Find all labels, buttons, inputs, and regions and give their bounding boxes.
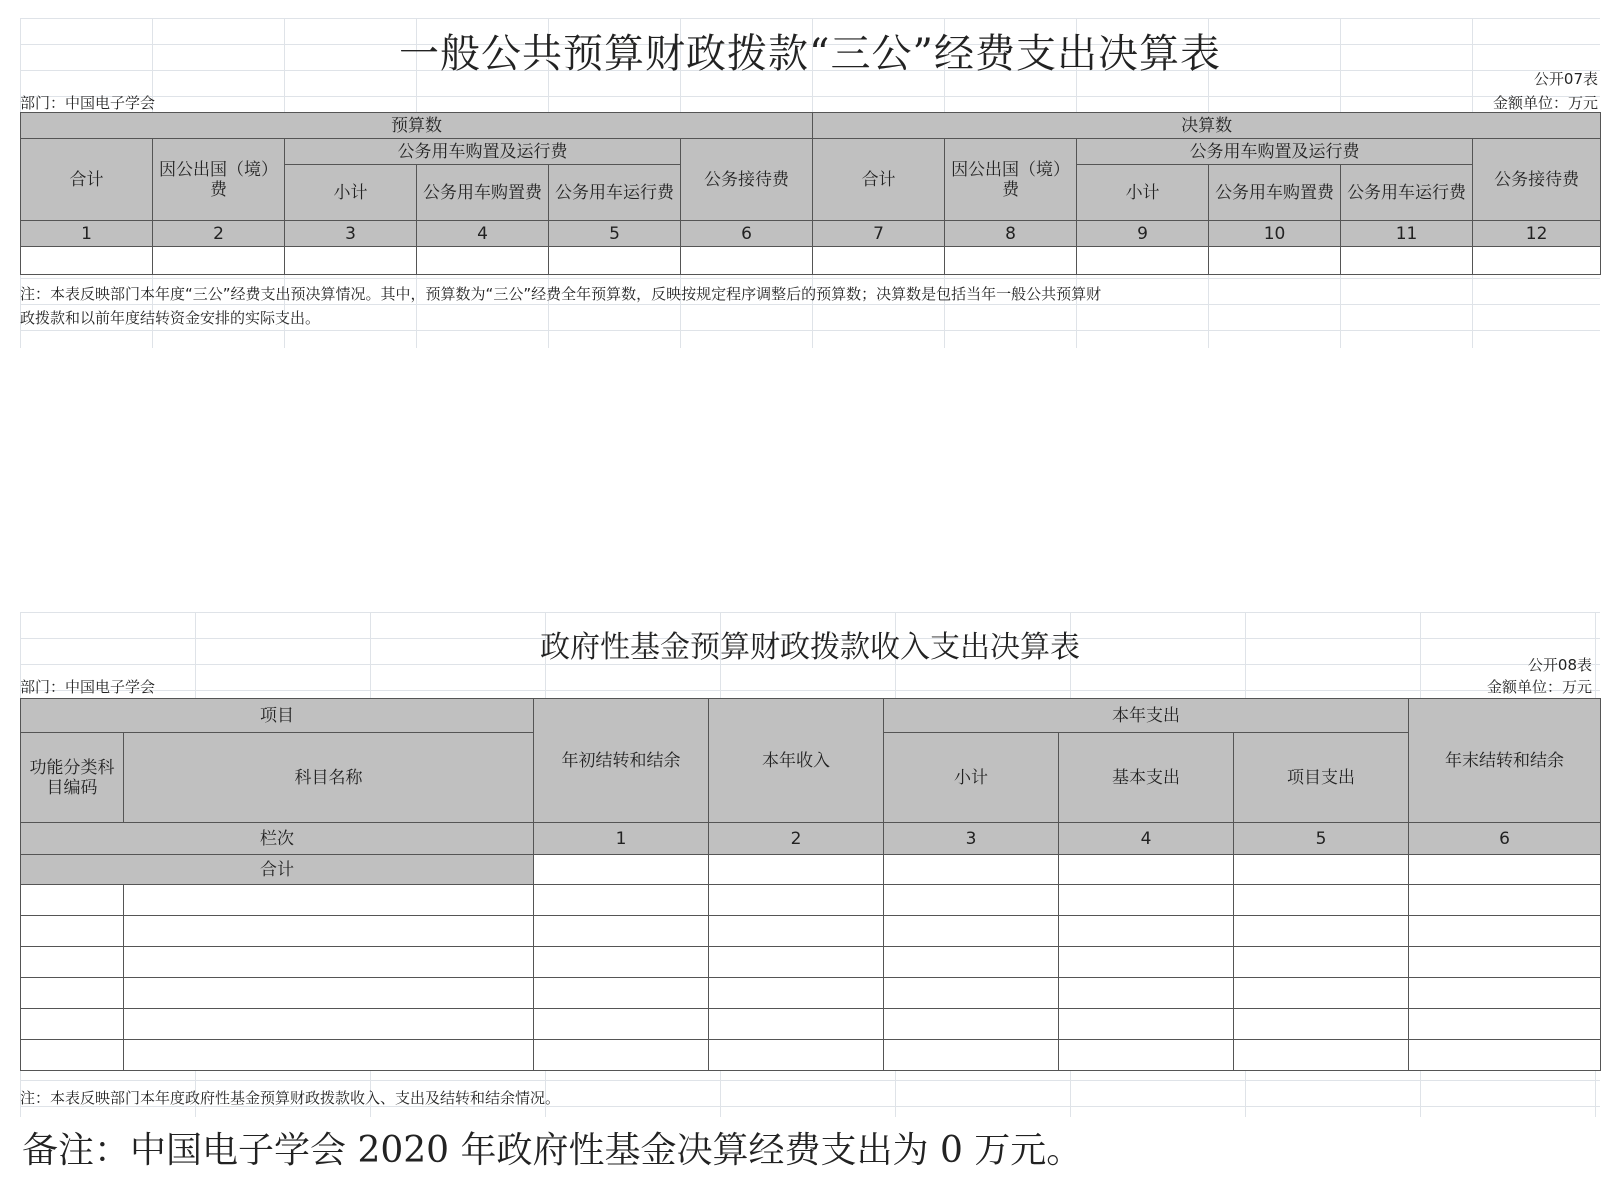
column-number-cell: 5 xyxy=(549,221,681,247)
data-cell[interactable] xyxy=(1059,1009,1234,1040)
column-number-cell: 1 xyxy=(21,221,153,247)
data-cell[interactable] xyxy=(709,947,884,978)
table08-unit: 金额单位：万元 xyxy=(1486,678,1592,696)
column-number-cell: 6 xyxy=(681,221,813,247)
data-cell[interactable] xyxy=(1059,1040,1234,1071)
data-cell[interactable] xyxy=(884,916,1059,947)
column-number-cell: 1 xyxy=(534,823,709,855)
closing-balance-header: 年末结转和结余 xyxy=(1409,699,1601,823)
final-vehicle-operation-header: 公务用车运行费 xyxy=(1341,165,1473,221)
column-number-cell: 10 xyxy=(1209,221,1341,247)
code-column-header: 功能分类科目编码 xyxy=(21,733,124,823)
row-index-label: 栏次 xyxy=(21,823,534,855)
table-row xyxy=(21,1040,1601,1071)
column-number-cell: 6 xyxy=(1409,823,1601,855)
data-cell[interactable] xyxy=(884,1009,1059,1040)
data-cell[interactable] xyxy=(884,947,1059,978)
data-cell[interactable] xyxy=(884,885,1059,916)
table08-department: 部门：中国电子学会 xyxy=(20,678,156,696)
data-cell[interactable] xyxy=(1409,855,1601,885)
table-row xyxy=(21,978,1601,1009)
data-cell[interactable] xyxy=(709,978,884,1009)
data-cell[interactable] xyxy=(1234,885,1409,916)
data-cell[interactable] xyxy=(1234,947,1409,978)
budget-group-header: 预算数 xyxy=(21,113,813,139)
expense-subtotal-header: 小计 xyxy=(884,733,1059,823)
final-total-header: 合计 xyxy=(813,139,945,221)
table-row xyxy=(21,885,1601,916)
data-cell[interactable] xyxy=(1409,978,1601,1009)
budget-vehicle-purchase-header: 公务用车购置费 xyxy=(417,165,549,221)
data-cell[interactable] xyxy=(709,1009,884,1040)
data-cell[interactable] xyxy=(534,855,709,885)
data-cell[interactable] xyxy=(709,855,884,885)
expense-group-header: 本年支出 xyxy=(884,699,1409,733)
data-cell[interactable] xyxy=(1409,1040,1601,1071)
data-cell[interactable] xyxy=(1409,916,1601,947)
column-number-cell: 2 xyxy=(153,221,285,247)
name-column-header: 科目名称 xyxy=(124,733,534,823)
budget-vehicle-group-header: 公务用车购置及运行费 xyxy=(285,139,681,165)
data-cell[interactable] xyxy=(1209,247,1341,275)
data-cell[interactable] xyxy=(21,1040,124,1071)
data-cell[interactable] xyxy=(21,978,124,1009)
budget-abroad-header: 因公出国（境）费 xyxy=(153,139,285,221)
data-cell[interactable] xyxy=(124,885,534,916)
table-row xyxy=(21,947,1601,978)
data-cell[interactable] xyxy=(1409,1009,1601,1040)
column-number-cell: 8 xyxy=(945,221,1077,247)
column-number-cell: 4 xyxy=(1059,823,1234,855)
data-cell[interactable] xyxy=(1234,1009,1409,1040)
table08-code: 公开08表 xyxy=(1527,656,1592,674)
data-cell[interactable] xyxy=(884,1040,1059,1071)
data-cell[interactable] xyxy=(534,916,709,947)
table-row xyxy=(21,247,1601,275)
table07-department: 部门：中国电子学会 xyxy=(20,94,156,112)
column-number-cell: 5 xyxy=(1234,823,1409,855)
table07-grid xyxy=(20,112,1601,275)
item-group-header: 项目 xyxy=(21,699,534,733)
data-cell[interactable] xyxy=(21,916,124,947)
data-cell[interactable] xyxy=(549,247,681,275)
data-cell[interactable] xyxy=(21,947,124,978)
table07-title: 一般公共预算财政拨款“三公”经费支出决算表 xyxy=(399,31,1221,77)
project-expense-header: 项目支出 xyxy=(1234,733,1409,823)
data-cell[interactable] xyxy=(1234,1040,1409,1071)
data-cell[interactable] xyxy=(813,247,945,275)
data-cell[interactable] xyxy=(534,1009,709,1040)
data-cell[interactable] xyxy=(884,978,1059,1009)
total-row xyxy=(21,855,1601,885)
data-cell[interactable] xyxy=(285,247,417,275)
table07-unit: 金额单位：万元 xyxy=(1492,94,1598,112)
data-cell[interactable] xyxy=(21,1009,124,1040)
data-cell[interactable] xyxy=(124,978,534,1009)
sheet-07 xyxy=(20,18,1600,348)
table08-title: 政府性基金预算财政拨款收入支出决算表 xyxy=(540,630,1080,665)
data-cell[interactable] xyxy=(1059,947,1234,978)
final-abroad-header: 因公出国（境）费 xyxy=(945,139,1077,221)
basic-expense-header: 基本支出 xyxy=(1059,733,1234,823)
column-number-cell: 11 xyxy=(1341,221,1473,247)
opening-balance-header: 年初结转和结余 xyxy=(534,699,709,823)
data-cell[interactable] xyxy=(1473,247,1601,275)
data-cell[interactable] xyxy=(1234,978,1409,1009)
data-cell[interactable] xyxy=(709,885,884,916)
table07-code: 公开07表 xyxy=(1533,70,1598,88)
data-cell[interactable] xyxy=(1059,916,1234,947)
table-row xyxy=(21,916,1601,947)
data-cell[interactable] xyxy=(124,1009,534,1040)
data-cell[interactable] xyxy=(534,885,709,916)
data-cell[interactable] xyxy=(709,1040,884,1071)
data-cell[interactable] xyxy=(417,247,549,275)
column-number-cell: 3 xyxy=(884,823,1059,855)
sheet-08 xyxy=(20,612,1600,1117)
final-group-header: 决算数 xyxy=(813,113,1601,139)
data-cell[interactable] xyxy=(884,855,1059,885)
table-row xyxy=(21,1009,1601,1040)
budget-total-header: 合计 xyxy=(21,139,153,221)
data-cell[interactable] xyxy=(1409,947,1601,978)
table08-grid xyxy=(20,698,1601,1071)
data-cell[interactable] xyxy=(1234,855,1409,885)
budget-vehicle-operation-header: 公务用车运行费 xyxy=(549,165,681,221)
final-vehicle-group-header: 公务用车购置及运行费 xyxy=(1077,139,1473,165)
data-cell[interactable] xyxy=(124,1040,534,1071)
data-cell[interactable] xyxy=(945,247,1077,275)
column-number-cell: 3 xyxy=(285,221,417,247)
data-cell[interactable] xyxy=(124,916,534,947)
column-number-cell: 9 xyxy=(1077,221,1209,247)
data-cell[interactable] xyxy=(1341,247,1473,275)
table07-note-line2: 政拨款和以前年度结转资金安排的实际支出。 xyxy=(20,309,321,327)
data-cell[interactable] xyxy=(534,947,709,978)
data-cell[interactable] xyxy=(153,247,285,275)
budget-subtotal-header: 小计 xyxy=(285,165,417,221)
data-cell[interactable] xyxy=(534,1040,709,1071)
data-cell[interactable] xyxy=(1409,885,1601,916)
final-reception-header: 公务接待费 xyxy=(1473,139,1601,221)
data-cell[interactable] xyxy=(124,947,534,978)
data-cell[interactable] xyxy=(21,885,124,916)
budget-reception-header: 公务接待费 xyxy=(681,139,813,221)
data-cell[interactable] xyxy=(534,978,709,1009)
data-cell[interactable] xyxy=(1059,885,1234,916)
data-cell[interactable] xyxy=(1077,247,1209,275)
data-cell[interactable] xyxy=(709,916,884,947)
column-number-cell: 12 xyxy=(1473,221,1601,247)
data-cell[interactable] xyxy=(1059,855,1234,885)
table08-note: 注：本表反映部门本年度政府性基金预算财政拨款收入、支出及结转和结余情况。 xyxy=(20,1089,561,1107)
data-cell[interactable] xyxy=(681,247,813,275)
final-vehicle-purchase-header: 公务用车购置费 xyxy=(1209,165,1341,221)
column-number-cell: 7 xyxy=(813,221,945,247)
data-cell[interactable] xyxy=(21,247,153,275)
data-cell[interactable] xyxy=(1059,978,1234,1009)
income-header: 本年收入 xyxy=(709,699,884,823)
total-label: 合计 xyxy=(21,855,534,885)
column-number-cell: 4 xyxy=(417,221,549,247)
remark-text: 备注：中国电子学会 2020 年政府性基金决算经费支出为 0 万元。 xyxy=(22,1130,1083,1171)
data-cell[interactable] xyxy=(1234,916,1409,947)
table07-note-line1: 注：本表反映部门本年度“三公”经费支出预决算情况。其中，预算数为“三公”经费全年预算数，反映按规定程序调整后的预算数；决算数是包括当年一般公共预算财 xyxy=(20,285,1102,303)
column-number-cell: 2 xyxy=(709,823,884,855)
final-subtotal-header: 小计 xyxy=(1077,165,1209,221)
